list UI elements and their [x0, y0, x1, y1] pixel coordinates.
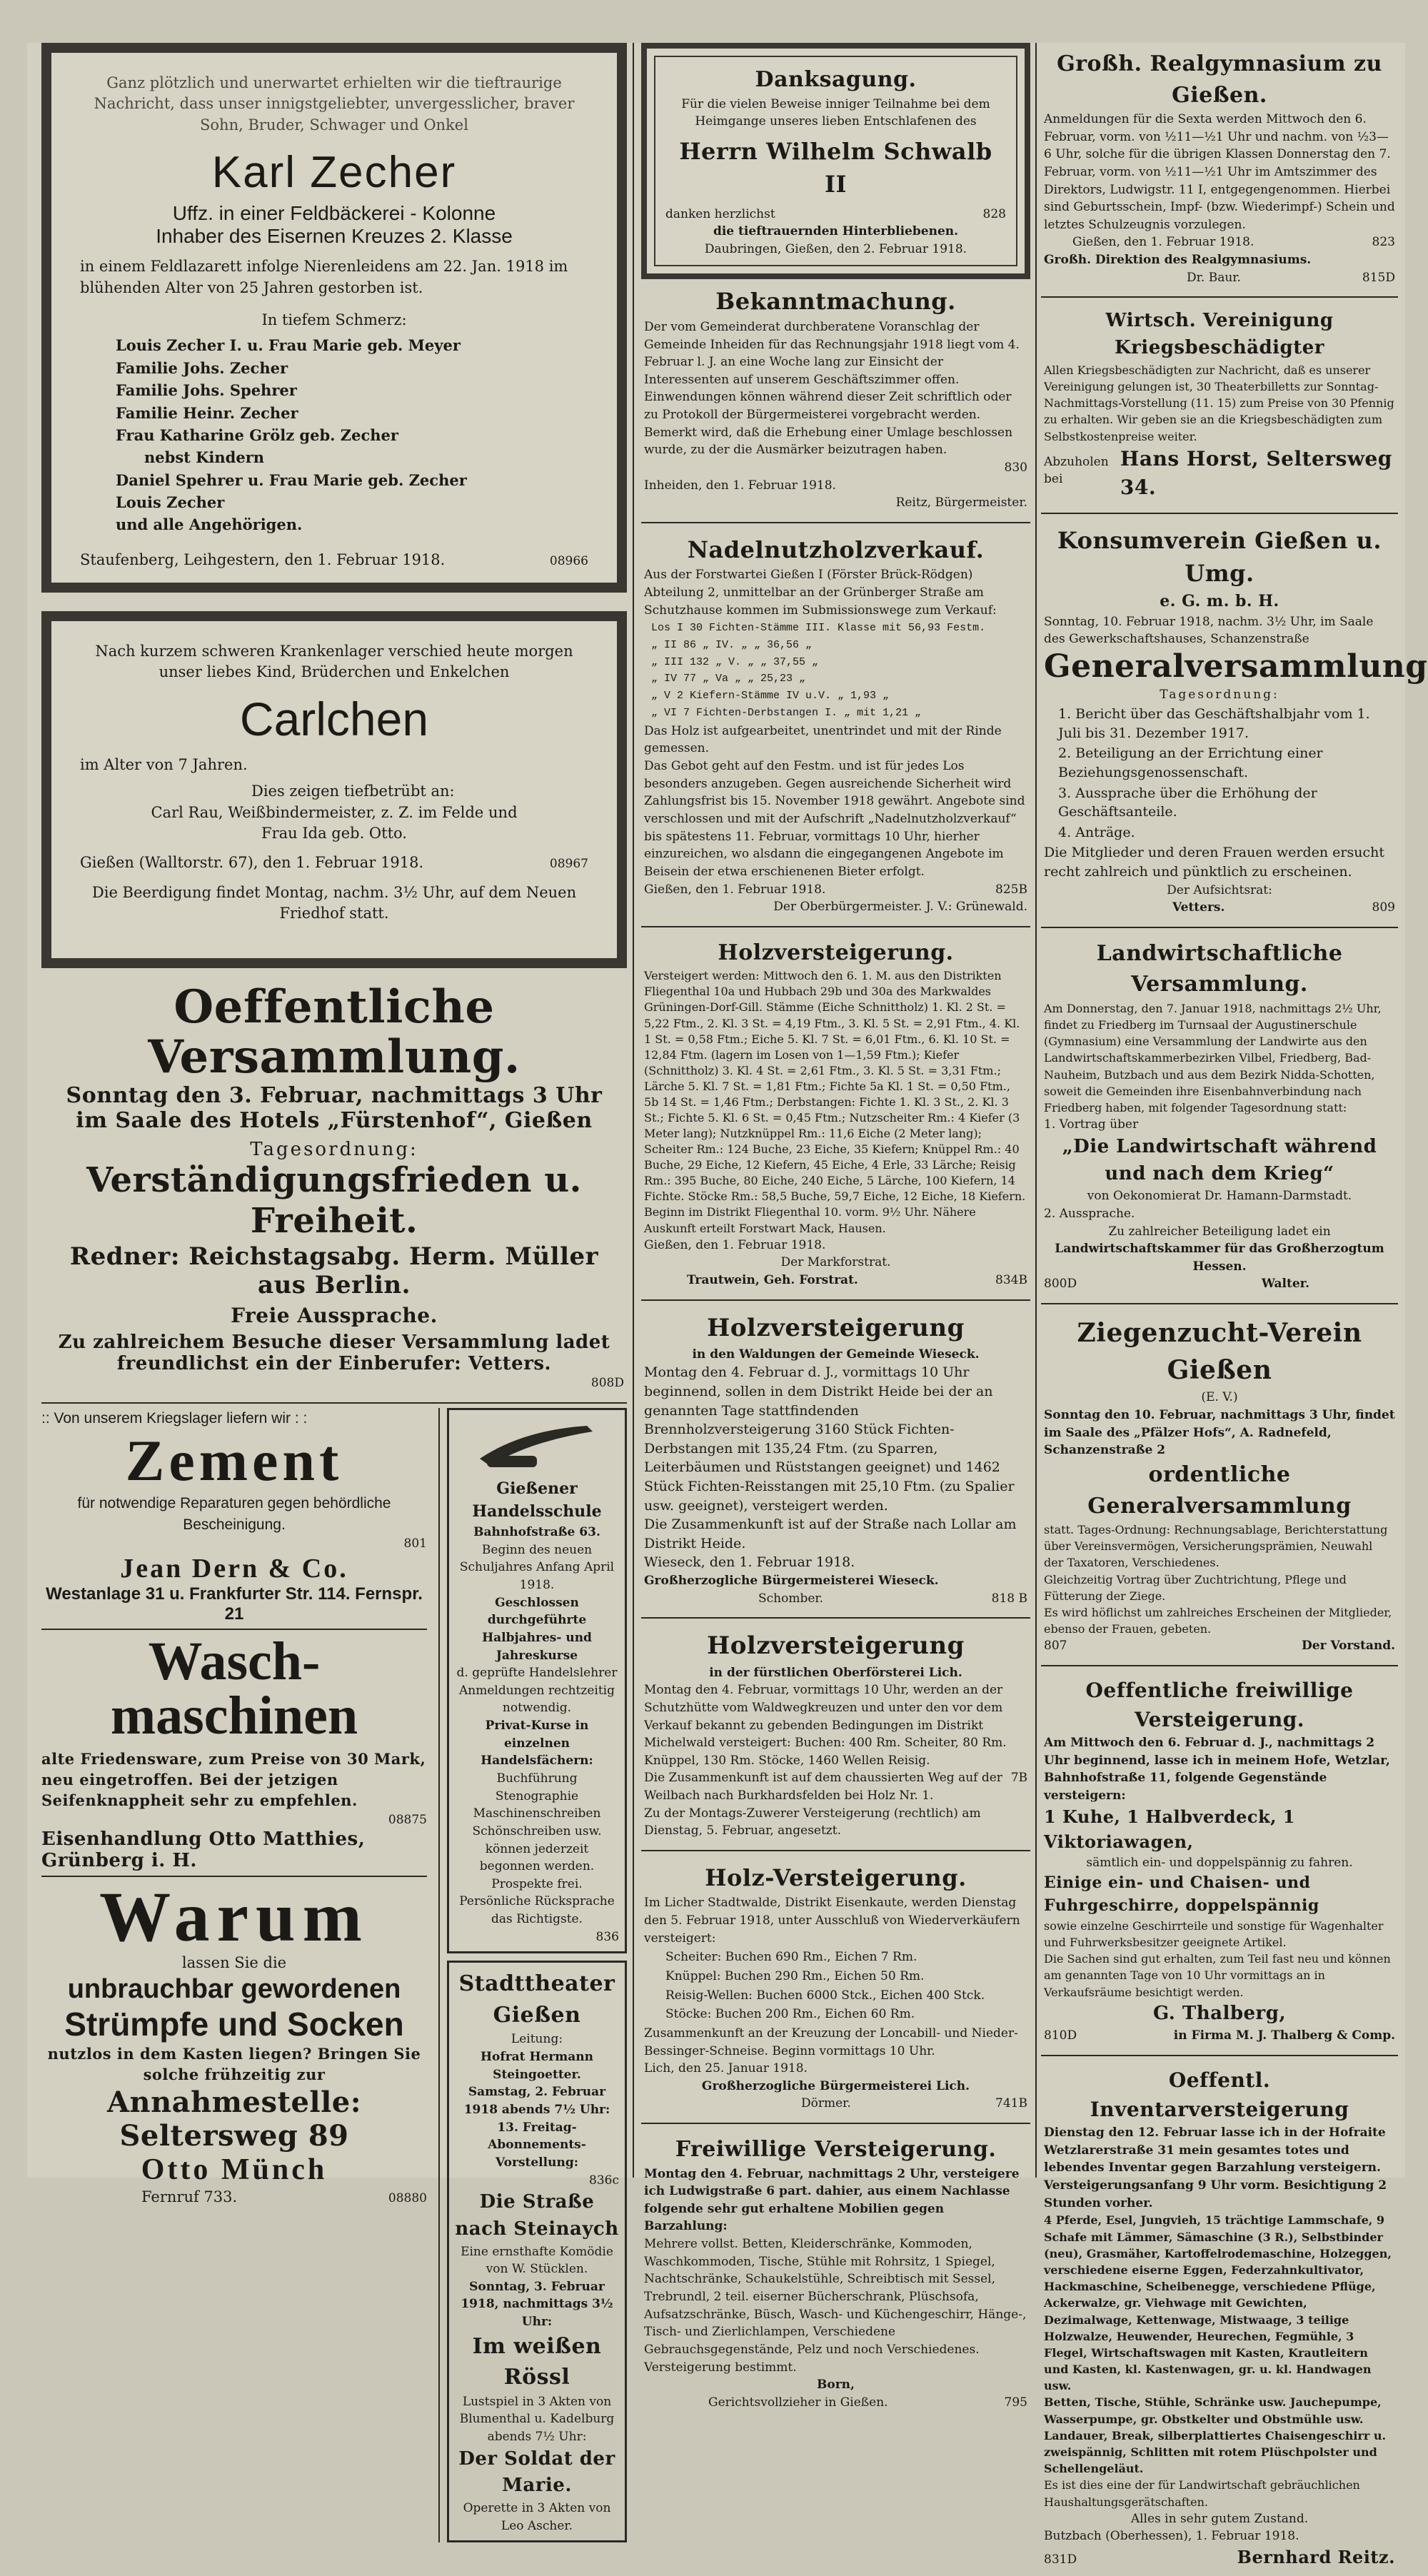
divider — [641, 1617, 1030, 1619]
intro-text: Nach kurzem schweren Krankenlager verschied heute morgen unser liebes Kind, Brüderchen und Enkelchen — [95, 643, 573, 681]
oeff-text: Die Sachen sind gut erhalten, zum Teil fast neu und können am genannten Tage von 10 Uhr vormittags an in Verkaufsräume besichtigt werden. — [1044, 1952, 1391, 1999]
holz3-row — [644, 1769, 1027, 1804]
wirtsch-name-row — [1044, 445, 1395, 503]
inventar-name-row — [1044, 2545, 1395, 2570]
holz4-name-row — [644, 2095, 1027, 2113]
oeff-firm: in Firma M. J. Thalberg & Comp. — [1173, 2028, 1395, 2043]
bekannt-sign: Reitz, Bürgermeister. — [895, 495, 1027, 510]
award-line: Inhaber des Eisernen Kreuzes 2. Klasse — [156, 225, 513, 248]
rank-line: Uffz. in einer Feldbäckerei - Kolonne — [172, 202, 496, 225]
ad-code: 800D — [1044, 1277, 1077, 1292]
family-line: Carl Rau, Weißbindermeister, z. Z. im Felde und Frau Ida geb. Otto. — [151, 803, 518, 842]
school-text: Geschlossen durchgeführte Halbjahres- und Jahreskurse — [482, 1595, 592, 1663]
oeff-big: 1 Kuhe, 1 Halbverdeck, 1 Viktoriawagen, — [1044, 1806, 1296, 1852]
ziegen-sign: Der Vorstand. — [1302, 1639, 1395, 1654]
school-text: Beginn des neuen Schuljahres Anfang April 1918. — [459, 1542, 615, 1592]
ad-code: 801 — [403, 1536, 427, 1551]
freiwillig-title: Freiwillige Versteigerung. — [675, 2137, 997, 2163]
bekanntmachung-notice — [641, 279, 1030, 517]
realgym-name: Dr. Baur. — [1187, 270, 1241, 285]
versammlung-where: im Saale des Hotels „Fürstenhof“, Gießen — [76, 1107, 593, 1133]
inventar-name: Bernhard Reitz. — [1237, 2547, 1395, 2568]
ziegen-big: ordentliche Generalversammlung — [1087, 1462, 1352, 1519]
ad-code: 828 — [982, 206, 1006, 221]
divider — [641, 2123, 1030, 2124]
ad-code: 825B — [995, 882, 1027, 897]
nadel-title: Nadelnutzholzverkauf. — [687, 535, 985, 563]
ziegen-text: Gleichzeitig Vortrag über Zuchtrichtung, Pflege und Fütterung der Ziege. — [1044, 1572, 1347, 1603]
play-title: Der Soldat der Marie. — [458, 2447, 615, 2497]
ad-code: 823 — [1372, 235, 1395, 250]
zement-firm: Jean Dern & Co. — [120, 1553, 348, 1584]
bekannt-text: Der vom Gemeinderat durchberatene Voranschlag der Gemeinde Inheiden für das Rechnungsjahr 1918 liegt vom 4. Februar l. J. an eine Woche lang zur Einsicht der Interessenten auf unserem Geschäftszimmer offen. Einwendungen können während dieser Zeit schriftlich oder zu Protokoll der Bürgermeisterei vorgebracht werden. Bemerkt wird, daß die Erhebung einer Umlage beschlossen wurde, zu der die Ausmärker beizutragen haben. — [644, 319, 1020, 458]
versammlung-invite: Zu zahlreichem Besuche dieser Versammlung ladet freundlichst ein der Einberufer: Vetters. — [58, 1331, 610, 1374]
holz1-notice — [641, 932, 1030, 1295]
konsum-items — [1044, 705, 1395, 842]
divider — [641, 926, 1030, 927]
oeff-firm-row — [1044, 2027, 1395, 2045]
agenda-item: 1. Bericht über das Geschäftshalbjahr vom 1. Juli bis 31. Dezember 1917. — [1058, 706, 1370, 741]
holz1-title: Holzversteigerung. — [718, 940, 954, 965]
konsum-title: Konsumverein Gießen u. Umg. — [1057, 526, 1382, 588]
mourner: Familie Heinr. Zecher — [116, 403, 298, 422]
mourner: und alle Angehörigen. — [116, 515, 303, 534]
death-notice-carlchen — [41, 611, 627, 968]
grief-line: In tiefem Schmerz: — [261, 311, 407, 328]
divider — [41, 1402, 627, 1404]
realgym-sign: Großh. Direktion des Realgymnasiums. — [1044, 253, 1312, 268]
versammlung-speaker: Redner: Reichstagsabg. Herm. Müller aus Berlin. — [69, 1242, 599, 1299]
oeff-text: sämtlich ein- und doppelspännig zu fahren. — [1086, 1856, 1353, 1871]
konsum-when: Sonntag, 10. Februar 1918, nachm. 3½ Uhr, im Saale des Gewerkschaftshauses, Schanzenstraße — [1044, 614, 1374, 647]
landwirtschaft-notice — [1041, 932, 1398, 1299]
lot-item: „ VI 7 Fichten-Derbstangen I. „ mit 1,21 „ — [651, 706, 922, 719]
column-3 — [1041, 43, 1428, 2576]
inventar-text: Alles in sehr gutem Zustand. — [1130, 2511, 1309, 2526]
realgym-title: Großh. Realgymnasium zu Gießen. — [1057, 51, 1382, 108]
wasch-ad — [41, 1631, 427, 1872]
wasch-word-1: Wasch- — [148, 1631, 321, 1691]
danksagung-notice — [641, 43, 1030, 279]
holz2-text: Montag den 4. Februar d. J., vormittags 10 Uhr beginnend, sollen in dem Distrikt Heide bei der an genannten Tage stattfindenden Brennholzversteigerung 3160 Stück Fichten-Derbstangen mit 135,24 Ftm. (zu Sparren, Leiterbäumen und Rüststangen geeignet) und 1462 Stück Fichten-Reisstangen mit 25,10 Ftm. (zu Spalier usw. geeignet), versteigert werden. — [644, 1364, 1015, 1514]
landw-text: Am Donnerstag, den 7. Januar 1918, nachmittags 2½ Uhr, findet zu Friedberg im Turnsaal der Augustinerschule (Gymnasium) eine Versammlung der Landwirte aus den Landwirtschaftskammerbezirken Vilbel, Friedberg, Bad-Nauheim, Butzbach und aus dem Bezirk Nidda-Schotten, soweit die Gemeinden ihre Eisenbahnverbindung nach Friedberg haben, mit folgender Tagesordnung statt: — [1044, 1001, 1382, 1115]
divider — [1041, 513, 1398, 514]
holz4-item: Reisig-Wellen: Buchen 6000 Stck., Eichen 400 Stck. — [665, 1988, 985, 2003]
ziegen-sign-row — [1044, 1637, 1395, 1655]
warum-phone: Fernruf 733. — [141, 2188, 238, 2205]
lot-item: „ III 132 „ V. „ „ 37,55 „ — [651, 655, 819, 668]
ad-code: 810D — [1044, 2028, 1077, 2043]
danksagung-place: Daubringen, Gießen, den 2. Februar 1918. — [704, 241, 967, 256]
divider — [641, 1850, 1030, 1851]
death-text: in einem Feldlazarett infolge Nierenleidens am 22. Jan. 1918 im blühenden Alter von 25 Jahren gestorben ist. — [80, 258, 568, 296]
versammlung-when: Sonntag den 3. Februar, nachmittags 3 Uhr — [66, 1082, 603, 1108]
holz2-notice — [641, 1305, 1030, 1614]
zement-desc: für notwendige Reparaturen gegen behördliche Bescheinigung. — [77, 1495, 391, 1533]
ad-code: 815D — [1362, 270, 1395, 285]
warum-word: Warum — [99, 1877, 369, 1957]
holz3-text: Zu der Montags-Zuwerer Versteigerung (rechtlich) am Dienstag, 5. Februar, angesetzt. — [644, 1806, 981, 1838]
pen-hand-icon — [466, 1416, 608, 1473]
holz2-sign: Großherzogliche Bürgermeisterei Wieseck. — [644, 1574, 939, 1588]
ad-code: 809 — [1372, 900, 1395, 915]
ziegen-sub: (E. V.) — [1201, 1390, 1238, 1405]
realgym-place: Gießen, den 1. Februar 1918. — [1072, 235, 1254, 250]
nadel-sign: Der Oberbürgermeister. J. V.: Grünewald. — [773, 900, 1027, 915]
landw-t2: 2. Aussprache. — [1044, 1206, 1135, 1221]
nadel-place: Gießen, den 1. Februar 1918. — [644, 882, 826, 897]
inventar-notice — [1041, 2061, 1398, 2576]
divider — [1041, 296, 1398, 298]
wirtsch-title: Wirtsch. Vereinigung Kriegsbeschädigter — [1105, 310, 1334, 359]
oeff-text: sowie einzelne Geschirrteile und sonstige für Wagenhalter und Fuhrwerksbesitzer geeignete Artikel. — [1044, 1918, 1384, 1949]
ad-code: 831D — [1044, 2552, 1077, 2567]
ad-code: 795 — [1004, 2395, 1027, 2410]
ad-code: 836c — [589, 2173, 619, 2188]
danksagung-sign: die tieftrauernden Hinterbliebenen. — [713, 224, 959, 239]
holz1-sign: Trautwein, Geh. Forstrat. — [687, 1272, 858, 1287]
school-text: d. geprüfte Handelslehrer Anmeldungen rechtzeitig notwendig. — [456, 1666, 618, 1716]
mourner: Daniel Spehrer u. Frau Marie geb. Zecher — [116, 471, 467, 489]
mourner: Louis Zecher — [116, 493, 225, 512]
zement-addr: Westanlage 31 u. Frankfurter Str. 114. Fernspr. 21 — [46, 1584, 423, 1624]
theater-sat: Samstag, 2. Februar 1918 abends 7½ Uhr: — [463, 2085, 610, 2117]
oeff-big: Einige ein- und Chaisen- und Fuhrgeschirre, doppelspännig — [1044, 1873, 1319, 1915]
ziegen-text: statt. Tages-Ordnung: Rechnungsablage, Berichterstattung über Vereinsvermögen, Versicherungsprämien, Neuwahl der Taxatoren, Verschiedenes. — [1044, 1523, 1388, 1570]
holz4-title: Holz-Versteigerung. — [705, 1863, 967, 1891]
warum-t2: unbrauchbar gewordenen — [67, 1973, 401, 2004]
school-subject: Maschinenschreiben — [473, 1806, 601, 1821]
inventar-text: Es ist dies eine der für Landwirtschaft gebräuchlichen Haushaltungsgerätschaften. — [1044, 2478, 1360, 2509]
inventar-text: Dienstag den 12. Februar lasse ich in der Hofraite Wetzlarerstraße 31 mein gesamtes totes und lebendes Inventar gegen Barzahlung versteigern. Versteigerungsanfang 9 Uhr vorm. Besichtigung 2 Stunden vorher. — [1044, 2125, 1387, 2210]
zement-word: Zement — [125, 1428, 343, 1493]
thanks-line: danken herzlichst — [665, 206, 775, 221]
versammlung-notice — [41, 977, 627, 1398]
konsum-invite: Die Mitglieder und deren Frauen werden ersucht recht zahlreich und pünktlich zu erscheinen. — [1044, 845, 1384, 880]
play-desc: Eine ernsthafte Komödie von W. Stücklen. — [461, 2244, 613, 2277]
holz4-place: Lich, den 25. Januar 1918. — [644, 2061, 808, 2076]
newspaper-page — [27, 43, 1428, 2568]
ziegen-text: Es wird höflichst um zahlreiches Erscheinen der Mitglieder, ebenso der Frauen, gebeten. — [1044, 1605, 1392, 1636]
handelsschule-ad — [447, 1408, 627, 1954]
inventar-text: Landauer, Break, silberplattiertes Chaisengeschirr u. zweispännig, Schlitten mit rotem Plüschpolster und Schellengeläut. — [1044, 2428, 1387, 2476]
lot-item: „ V 2 Kiefern-Stämme IV u.V. „ 1,93 „ — [651, 690, 890, 703]
school-text: Prospekte frei. Persönliche Rücksprache das Richtigste. — [459, 1876, 615, 1927]
wasch-text: alte Friedensware, zum Preise von 30 Mark, neu eingetroffen. Bei der jetzigen Seifenknappheit sehr zu empfehlen. — [41, 1749, 426, 1810]
danksagung-title: Danksagung. — [755, 67, 917, 92]
konsumverein-notice — [1041, 518, 1428, 922]
sign-line: Dies zeigen tiefbetrübt an: — [251, 783, 455, 800]
warum-t5: Annahmestelle: Seltersweg 89 — [106, 2085, 362, 2153]
wirtsch-abholen: Abzuholen bei — [1044, 454, 1109, 487]
warum-footer — [41, 2187, 427, 2208]
realgym-name-row — [1044, 269, 1395, 287]
nadelholz-notice — [641, 528, 1030, 922]
theater-director: Hofrat Hermann Steingoetter. — [480, 2050, 593, 2082]
holz1-text: Versteigert werden: Mittwoch den 6. 1. M. aus den Distrikten Fliegenthal 10a und Hubbach 29b und 30a des Markwaldes Grüningen-Dorf-Gill. Stämme (Eiche Schnittholz) 1. Kl. 2 St. = 5,22 Ftm., 2. Kl. 3 St. = 4,19 Ftm., 3. Kl. 5 St. = 2,91 Ftm., 4. Kl. 1 St. = 0,58 Ftm.; Eiche 5. Kl. 7 St. = 6,01 Ftm., 6. Kl. 10 St. = 12,84 Ftm. (lagern im Losen von 1—1,59 Ftm.); Kiefer (Schnittholz) 3. Kl. 4 St. = 2,61 Ftm., 3. Kl. 5 St. = 3,31 Ftm.; Lärche 5. Kl. 7 St. = 1,81 Ftm.; Fichte 5a Kl. 1 St. = 0,50 Ftm., 5b 14 St. = 1,46 Ftm.; Derbstangen: Fichte 1. Kl. 3 St., 2. Kl. 3 St.; Fichte 5. Kl. 6 St. = 0,45 Ftm.; Nutzscheiter Rm.: 4 Kiefer (3 Meter lang); Nutzknüppel Rm.: 11,6 Eiche (2 Meter lang); Scheiter Rm.: 124 Buche, 23 Eiche, 35 Kiefern; Knüppel Rm.: 40 Buche, 29 Eiche, 12 Kiefern, 45 Eiche, 4 Erle, 33 Lärche; Reisig Rm.: 395 Buche, 80 Eiche, 240 Eiche, 5 Lärche, 100 Kiefern, 14 Fichte. Stöcke Rm.: 58,5 Buche, 59,7 Eiche, 12 Eiche, 18 Kiefern. Beginn im Distrikt Fliegenthal 10. vorm. 9½ Uhr. Nähere Auskunft erteilt Forstwart Mack, Hausen. — [644, 969, 1026, 1235]
play-desc: Lustspiel in 3 Akten von Blumenthal u. Kadelburg abends 7½ Uhr: — [459, 2394, 615, 2445]
column-2 — [641, 43, 1030, 2417]
freiwillige-notice — [641, 2128, 1030, 2417]
freiwillig-sign: Born, — [817, 2378, 855, 2393]
ad-code: 830 — [1004, 461, 1027, 475]
agenda-item: 2. Beteiligung an der Errichtung einer Beziehungsgenossenschaft. — [1058, 745, 1323, 781]
versammlung-topic: Verständigungsfrieden u. Freiheit. — [86, 1159, 582, 1242]
konsum-big: Generalversammlung — [1044, 648, 1428, 685]
versammlung-title: Oeffentliche Versammlung. — [148, 980, 521, 1085]
holz4-item: Scheiter: Buchen 690 Rm., Eichen 7 Rm. — [665, 1950, 917, 1965]
divider — [1041, 927, 1398, 928]
landw-title: Landwirtschaftliche Versammlung. — [1096, 940, 1343, 997]
holz3-title: Holzversteigerung — [707, 1631, 965, 1661]
freiwillig-text: Versteigerung bestimmt. — [644, 2360, 797, 2375]
ad-code: 807 — [1044, 1639, 1067, 1654]
konsum-sub: e. G. m. b. H. — [1160, 591, 1279, 610]
zement-lead: :: Von unserem Kriegslager liefern wir : : — [41, 1409, 308, 1427]
school-text: Privat-Kurse in einzelnen Handelsfächern: — [481, 1719, 593, 1769]
lots-list — [644, 620, 1027, 721]
freiwillig-text: Montag den 4. Februar, nachmittags 2 Uhr, versteigere ich Ludwigstraße 6 part. dahier, aus einem Nachlasse folgende sehr gut erhaltene Mobilien gegen Barzahlung: — [644, 2166, 1020, 2234]
divider — [1041, 1665, 1398, 1666]
place-row — [80, 852, 588, 873]
lot-item: „ IV 77 „ Va „ „ 25,23 „ — [651, 673, 806, 685]
holz2-text: Die Zusammenkunft ist auf der Straße nach Lollar am Distrikt Heide. — [644, 1516, 1017, 1551]
divider — [641, 1299, 1030, 1301]
left-ad-stack — [41, 1408, 427, 2543]
landw-by: von Oekonomierat Dr. Hamann-Darmstadt. — [1087, 1189, 1352, 1204]
konsum-sign: Der Aufsichtsrat: — [1167, 882, 1272, 897]
bekannt-title: Bekanntmachung. — [715, 288, 956, 316]
agenda-item: 4. Anträge. — [1058, 824, 1135, 840]
warum-t1: lassen Sie die — [181, 1954, 287, 1972]
holz3-notice — [641, 1623, 1030, 1846]
landw-talk: „Die Landwirtschaft während und nach dem Krieg“ — [1062, 1135, 1377, 1184]
danksagung-name: Herrn Wilhelm Schwalb II — [679, 137, 992, 198]
funeral-line: Die Beerdigung findet Montag, nachm. 3½ Uhr, auf dem Neuen Friedhof statt. — [91, 883, 577, 922]
mourner: Familie Johs. Zecher — [116, 358, 288, 377]
ziegenzucht-notice — [1041, 1309, 1398, 1661]
danksagung-inner — [654, 56, 1017, 266]
place-date: Gießen (Walltorstr. 67), den 1. Februar 1918. — [80, 854, 424, 872]
holz3-sub: in der fürstlichen Oberförsterei Lich. — [709, 1665, 962, 1680]
konsum-agenda: Tagesordnung: — [1160, 687, 1279, 702]
ad-code: 834B — [995, 1272, 1027, 1287]
landw-t3: Zu zahlreicher Beteiligung ladet ein — [1108, 1224, 1331, 1239]
ziegen-when: Sonntag den 10. Februar, nachmittags 3 Uhr, findet im Saale des „Pfälzer Hofs“, A. Radnefeld, Schanzenstraße 2 — [1044, 1408, 1395, 1458]
holz2-title: Holzversteigerung — [707, 1313, 965, 1342]
zement-ad — [41, 1408, 427, 1624]
ad-code: 818 B — [991, 1591, 1027, 1606]
divider — [1041, 2055, 1398, 2056]
landw-t1: 1. Vortrag über — [1044, 1117, 1139, 1132]
wasch-firm: Eisenhandlung Otto Matthies, Grünberg i. H. — [41, 1828, 366, 1872]
freiwillig-title2: Gerichtsvollzieher in Gießen. — [708, 2395, 888, 2410]
play-title: Im weißen Rössl — [472, 2333, 602, 2390]
holz2-place: Wieseck, den 1. Februar 1918. — [644, 1554, 855, 1571]
right-ad-stack — [438, 1408, 627, 2543]
holz3-text: Montag den 4. Februar, vormittags 10 Uhr, werden an der Schutzhütte vom Waldwegkreuzen und unter den vor dem Verkauf bekannt zu gebenden Bedingungen im Distrikt Michelwald versteigert: Buchen: 400 Rm. Scheiter, 80 Rm. Knüppel, 130 Rm. Stöcke, 1460 Wellen Reisig. — [644, 1683, 1007, 1768]
place-row — [80, 550, 588, 570]
warum-t6: Otto Münch — [141, 2153, 328, 2186]
nadel-place-row — [644, 881, 1027, 899]
death-notice-zecher — [41, 43, 627, 593]
inventar-text: 4 Pferde, Esel, Jungvieh, 15 trächtige Lammschafe, 9 Schafe mit Lämmer, Sämaschine (3 R.), Selbstbinder (neu), Grasmäher, Kartoffelrodemaschine, Holzeggen, verschiedene eiserne Eggen, Federzahnkultivator, Hackmaschine, Scheibenegge, verschiedene Pflüge, Ackerwalze, gr. Viehwage mit Gewichten, Dezimalwage, Kettenwage, Mistwaage, 3 teilige Holzwalze, Heuwender, Heurechen, Fegmühle, 3 Flegel, Wirtschaftswagen mit Kasten, Krautleitern und Kasten, kl. Kastenwagen, gr. u. kl. Handwagen usw. — [1044, 2213, 1392, 2393]
deceased-name: Carlchen — [239, 692, 429, 745]
oeff-text: Am Mittwoch den 6. Februar d. J., nachmittags 2 Uhr beginnend, lasse ich in meinem Hofe, Wetzlar, Bahnhofstraße 11, folgende Gegenstände versteigern: — [1044, 1736, 1390, 1803]
ad-code: 08966 — [549, 553, 588, 568]
ad-code: 741B — [995, 2096, 1027, 2111]
nadel-text: Das Holz ist aufgearbeitet, unentrindet und mit der Rinde gemessen. — [644, 723, 1002, 756]
realgymnasium-notice — [1041, 43, 1398, 292]
wirtsch-name: Hans Horst, Seltersweg 34. — [1120, 446, 1392, 500]
holz2-name: Schomber. — [758, 1591, 824, 1606]
danksagung-text: Für die vielen Beweise inniger Teilnahme bei dem Heimgange unseres lieben Entschlafenen des — [681, 96, 990, 129]
holz4-item: Knüppel: Buchen 290 Rm., Eichen 50 Rm. — [665, 1968, 925, 1983]
freiwillig-text: Mehrere vollst. Betten, Kleiderschränke, Kommoden, Waschkommoden, Tische, Stühle mit Rohrsitz, 1 Spiegel, Nachtschränke, Schaukelstühle, Schreibtisch mit Sessel, Trebrundl, 2 teil. eiserner Bücherschrank, Plüschsofa, Aufsatzschränke, Büsch, Wasch- und Küchengeschirr, Hänge-, Tisch- und Zierlichlampen, Verschiedene Gebrauchsgegenstände, Pelz und noch Verschiedenes. — [644, 2237, 1027, 2357]
divider — [41, 1629, 427, 1630]
divider — [1041, 1303, 1398, 1304]
holz3-text: Die Zusammenkunft ist auf dem chaussierten Weg auf der Weilbach nach Burkhardsfelden bei Holz Nr. 1. — [644, 1771, 1002, 1803]
ad-code: 7B — [1010, 1771, 1027, 1786]
mourner: nebst Kindern — [144, 448, 265, 467]
ad-code: 08880 — [388, 2190, 427, 2205]
deceased-name: Karl Zecher — [211, 148, 457, 198]
holz2-sub: in den Waldungen der Gemeinde Wieseck. — [692, 1347, 980, 1362]
wirtsch-notice — [1041, 302, 1398, 508]
school-subject: Stenographie — [495, 1788, 579, 1803]
wirtsch-text: Allen Kriegsbeschädigten zur Nachricht, daß es unserer Vereinigung gelungen ist, 30 Theaterbilletts zur Sonntag-Nachmittags-Vorstellung (11. 15) zum Preise von 30 Pfennig zu erhalten. Wir geben sie an die Kriegsbeschädigten zum Selbstkostenpreise weiter. — [1044, 363, 1394, 443]
inventar-text: Betten, Tische, Stühle, Schränke usw. Jauchepumpe, Wasserpumpe, gr. Obstkelter und Obstmühle usw. — [1044, 2395, 1382, 2426]
wasch-word-2: maschinen — [110, 1685, 358, 1746]
inventar-title: Oeffentl. Inventarversteigerung — [1090, 2068, 1349, 2121]
school-subject: Buchführung — [496, 1771, 578, 1786]
oeffentliche-versteigerung-notice — [1041, 1671, 1398, 2051]
column-divider — [633, 43, 634, 2178]
place-date: Staufenberg, Leihgestern, den 1. Februar 1918. — [80, 550, 446, 568]
thanks-row — [665, 206, 1006, 223]
holz4-text: Im Licher Stadtwalde, Distrikt Eisenkaute, werden Dienstag den 5. Februar 1918, unter Ausschluß von Wiederverkäufern versteigert: — [644, 1896, 1020, 1946]
lot-item: Los I 30 Fichten-Stämme III. Klasse mit 56,93 Festm. — [651, 622, 986, 635]
ad-code: 836 — [595, 1929, 619, 1944]
theater-sat2: 13. Freitag-Abonnements-Vorstellung: — [488, 2120, 586, 2170]
mourner: Frau Katharine Grölz geb. Zecher — [116, 426, 398, 444]
landw-sign: Landwirtschaftskammer für das Großherzogtum Hessen. — [1055, 1242, 1384, 1274]
holz4-item: Stöcke: Buchen 200 Rm., Eichen 60 Rm. — [665, 2007, 915, 2022]
landw-name-row — [1044, 1275, 1395, 1293]
school-subject: Schönschreiben usw. — [472, 1823, 602, 1838]
warum-t4: nutzlos in dem Kasten liegen? Bringen Sie solche frühzeitig zur — [47, 2044, 421, 2084]
school-text: können jederzeit begonnen werden. — [479, 1841, 595, 1874]
nadel-text: Aus der Forstwartei Gießen I (Förster Brück-Rödgen) Abteilung 2, unmittelbar an der Grünberger Straße am Schutzhause kommen im Submissionswege zum Verkauf: — [644, 568, 997, 618]
realgym-text: Anmeldungen für die Sexta werden Mittwoch den 6. Februar, vorm. von ½11—½1 Uhr und nachm. von ½3—6 Uhr, solche für die übrigen Klassen Donnerstag den 7. Februar, vorm. von ½11—½1 Uhr im Amtszimmer des Direktors, Ludwigstr. 11 I, entgegengenommen. Hierbei sind Geburtsschein, Impf- (bzw. Wiederimpf-) Schein und letztes Schulzeugnis vorzulegen. — [1044, 112, 1395, 232]
holz1-sign-row — [644, 1272, 1027, 1289]
mourners-list — [80, 335, 588, 535]
column-divider — [1035, 43, 1037, 2178]
holz2-name-row — [644, 1590, 1027, 1608]
holz4-notice — [641, 1856, 1030, 2118]
realgym-place-row — [1044, 233, 1395, 251]
landw-name: Walter. — [1261, 1277, 1309, 1292]
ad-code: 08967 — [549, 857, 588, 872]
divider — [641, 522, 1030, 523]
play-title: Die Straße nach Steinaych — [455, 2191, 619, 2240]
theater-lead: Leitung: — [511, 2032, 563, 2047]
oeff-title: Oeffentliche freiwillige Versteigerung. — [1085, 1678, 1354, 1731]
lot-item: „ II 86 „ IV. „ „ 36,56 „ — [651, 638, 813, 651]
warum-ad — [41, 1877, 427, 2208]
play-desc: Operette in 3 Akten von Leo Ascher. — [463, 2501, 611, 2533]
intro-text: Ganz plötzlich und unerwartet erhielten wir die tieftraurige Nachricht, dass unser innigstgeliebter, unvergesslicher, braver Sohn, Bruder, Schwager und Onkel — [94, 74, 575, 134]
column-1 — [41, 43, 627, 2542]
mourner: Louis Zecher I. u. Frau Marie geb. Meyer — [116, 336, 461, 355]
school-name: Gießener Handelsschule — [472, 1479, 602, 1521]
holz4-sign: Großherzogliche Bürgermeisterei Lich. — [701, 2078, 970, 2093]
holz1-place: Gießen, den 1. Februar 1918. — [644, 1237, 826, 1252]
theater-sun: Sonntag, 3. Februar 1918, nachmittags 3½ Uhr: — [461, 2279, 613, 2330]
agenda-label: Tagesordnung: — [250, 1138, 418, 1160]
ziegen-title: Ziegenzucht-Verein Gießen — [1077, 1318, 1362, 1386]
ad-code: 08875 — [388, 1812, 427, 1827]
holz4-name: Dörmer. — [801, 2096, 851, 2111]
konsum-name-row — [1044, 899, 1395, 917]
school-addr: Bahnhofstraße 63. — [473, 1525, 600, 1540]
nadel-text: Das Gebot geht auf den Festm. und ist für jedes Los besonders anzugeben. Gegen ausreichende Sicherheit wird Zahlungsfrist bis 15. November 1918 gewährt. Angebote sind verschlossen und mit der Aufschrift „Nadelnutzholzverkauf“ bis spätestens 11. Februar, vormittags 10 Uhr, hierher einzureichen, wo alsdann die eingegangenen Angebote im Beisein der etwa erschienenen Bieter erfolgt. — [644, 759, 1025, 879]
agenda-item: 3. Aussprache über die Erhöhung der Geschäftsanteile. — [1058, 785, 1317, 820]
age-line: im Alter von 7 Jahren. — [80, 755, 248, 773]
konsum-name: Vetters. — [1172, 900, 1225, 915]
holz1-sign-lead: Der Markforstrat. — [780, 1255, 891, 1270]
stadttheater-ad — [447, 1961, 627, 2542]
oeff-name: G. Thalberg, — [1152, 2002, 1286, 2024]
holz4-items — [644, 1948, 1027, 2023]
inventar-place: Butzbach (Oberhessen), 1. Februar 1918. — [1044, 2529, 1299, 2544]
lower-ads — [41, 1408, 627, 2543]
bekannt-place: Inheiden, den 1. Februar 1918. — [644, 478, 836, 493]
theater-name: Stadttheater Gießen — [458, 1971, 615, 2028]
holz4-text: Zusammenkunft an der Kreuzung der Loncabill- und Nieder-Bessinger-Schneise. Beginn vormittags 10 Uhr. — [644, 2026, 1018, 2058]
warum-t3: Strümpfe und Socken — [64, 2005, 404, 2043]
freiwillig-title-row — [644, 2394, 1027, 2412]
free-discussion: Freie Aussprache. — [231, 1303, 438, 1327]
mourner: Familie Johs. Spehrer — [116, 381, 297, 400]
ad-code: 808D — [590, 1375, 624, 1390]
